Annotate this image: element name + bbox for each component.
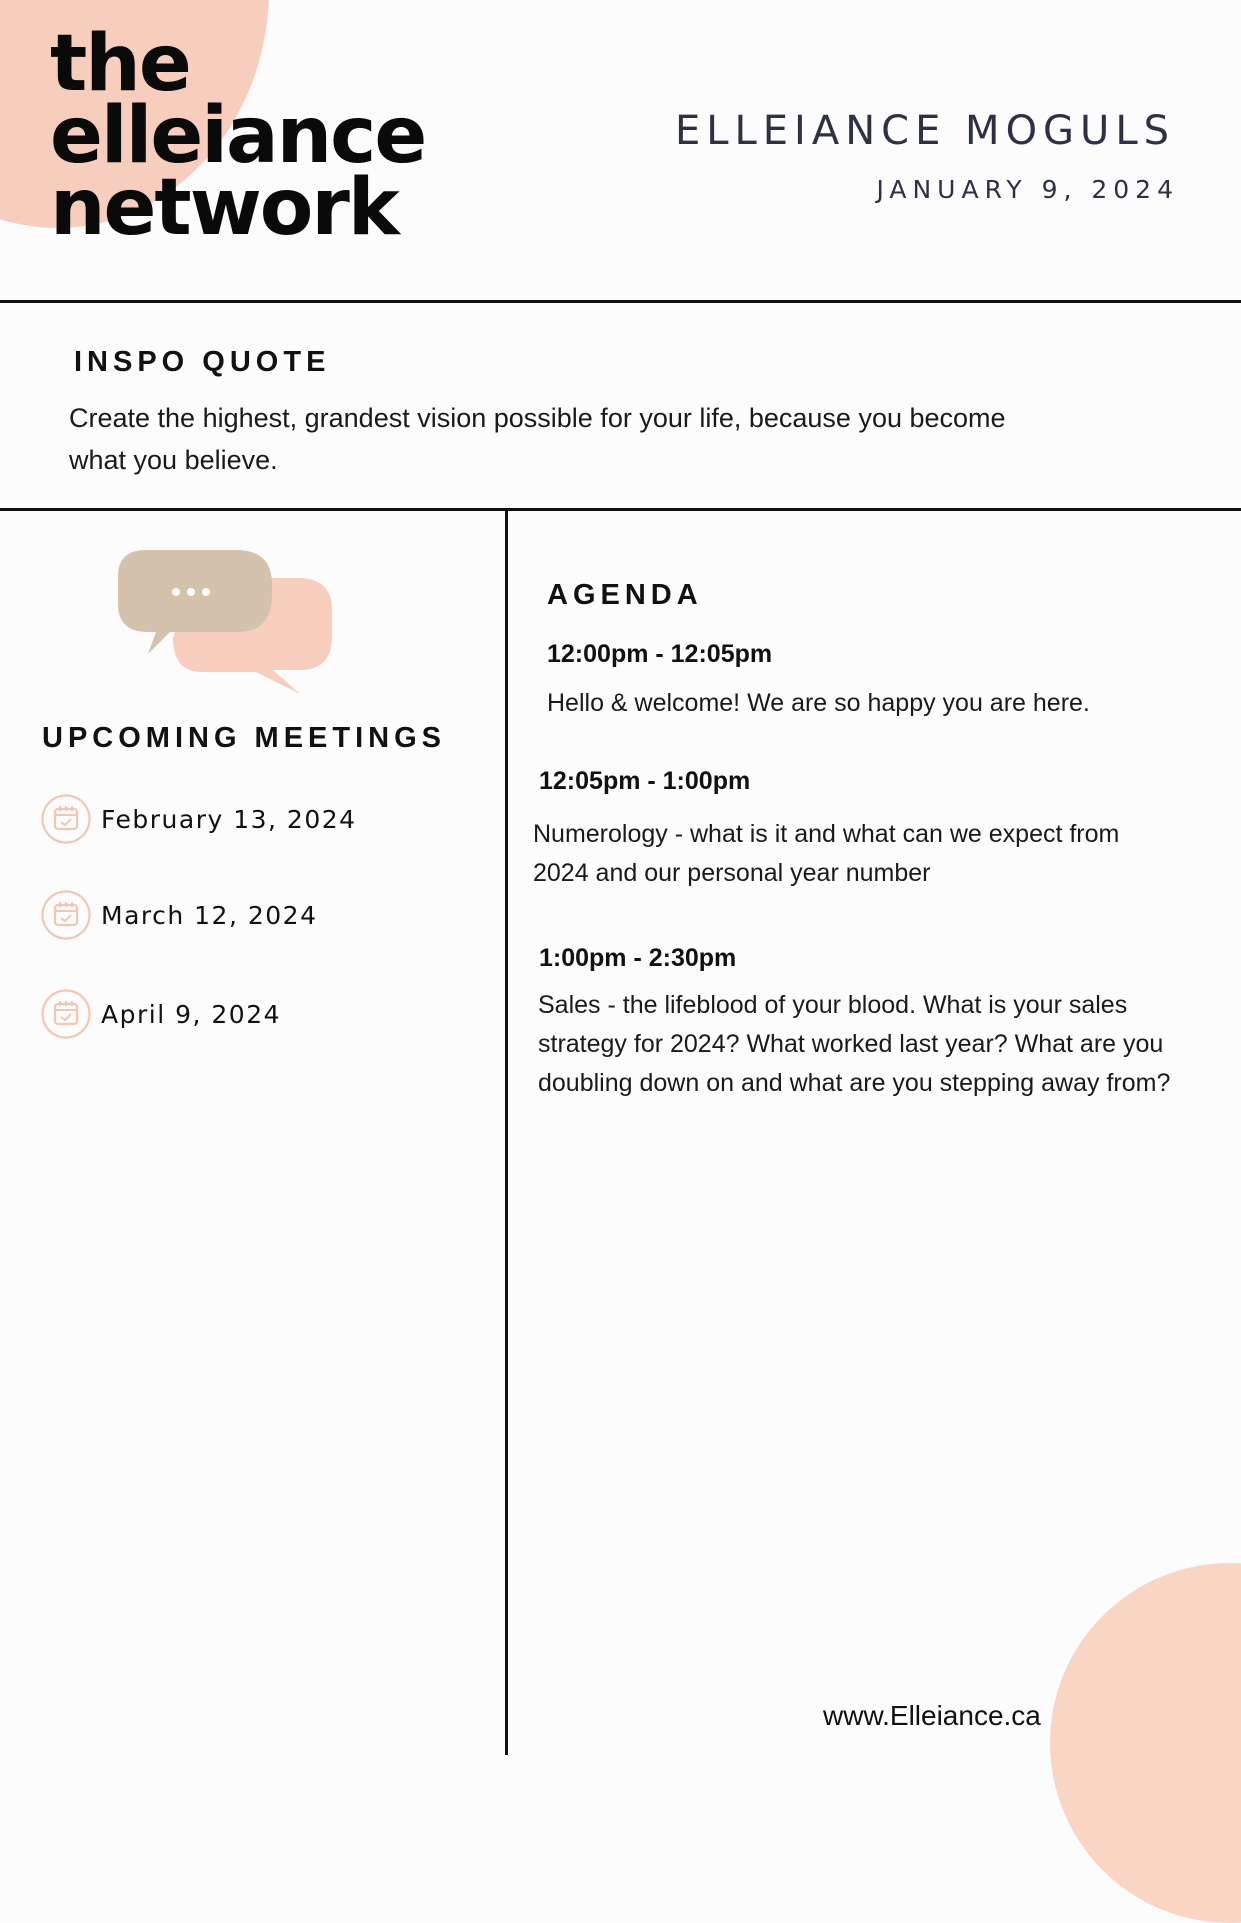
column-divider — [505, 510, 508, 1755]
calendar-check-icon — [41, 794, 91, 844]
logo-line-2: elleiance — [50, 91, 426, 181]
meeting-item — [41, 987, 281, 1041]
divider-middle — [0, 508, 1241, 511]
quote-heading: INSPO QUOTE — [74, 346, 331, 378]
decorative-circle-bottom — [1050, 1563, 1241, 1923]
divider-top — [0, 300, 1241, 303]
meeting-date: JANUARY 9, 2024 — [876, 175, 1179, 204]
meeting-item — [41, 888, 317, 942]
agenda-time: 12:00pm - 12:05pm — [547, 640, 773, 668]
logo-line-1: the — [50, 19, 190, 109]
agenda-description: Numerology - what is it and what can we expect from 2024 and our personal year number — [533, 820, 1120, 887]
meetings-heading: UPCOMING MEETINGS — [42, 722, 447, 754]
website-link[interactable]: www.Elleiance.ca — [823, 1700, 1041, 1731]
calendar-check-icon — [41, 890, 91, 940]
agenda-heading: AGENDA — [547, 579, 703, 611]
speech-bubbles-icon — [118, 548, 338, 698]
quote-text: Create the highest, grandest vision possible for your life, because you become what you believe. — [69, 403, 1006, 475]
logo-line-3: network — [50, 163, 398, 253]
network-logo — [50, 19, 426, 253]
meeting-date-label: March 12, 2024 — [101, 900, 318, 930]
meeting-date-label: April 9, 2024 — [101, 999, 282, 1029]
calendar-check-icon — [41, 989, 91, 1039]
agenda-time: 12:05pm - 1:00pm — [539, 767, 751, 795]
meeting-item — [41, 792, 357, 846]
meeting-date-label: February 13, 2024 — [101, 804, 357, 834]
organization-title: ELLEIANCE MOGULS — [674, 108, 1175, 154]
agenda-description: Hello & welcome! We are so happy you are here. — [547, 689, 1090, 717]
agenda-description: Sales - the lifeblood of your blood. What is your sales strategy for 2024? What worked last year? What are you doubling down on and what are you stepping away from? — [538, 991, 1171, 1097]
agenda-time: 1:00pm - 2:30pm — [539, 944, 737, 972]
